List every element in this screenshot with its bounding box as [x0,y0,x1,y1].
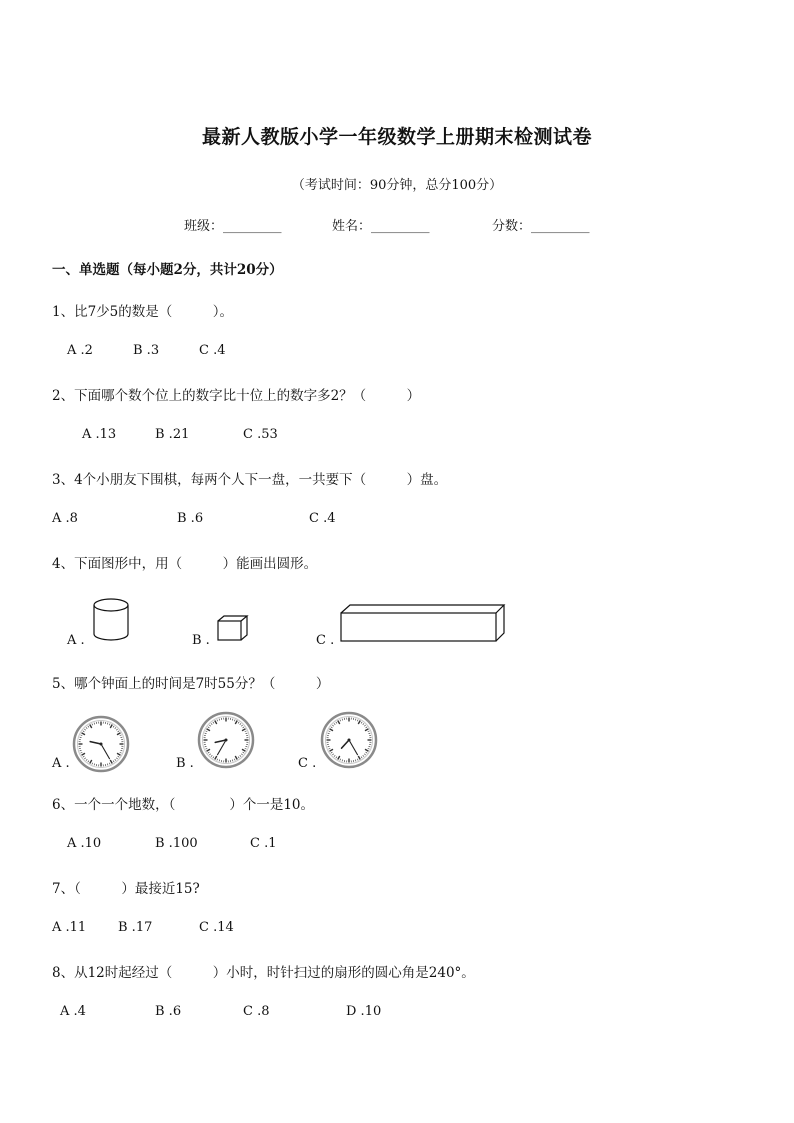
q2-option-a: A .13 [82,427,117,442]
q6-option-c: C .1 [250,836,277,851]
q3-option-a: A .8 [52,511,78,526]
cylinder-figure [90,597,132,643]
q8-option-d: D .10 [346,1004,382,1019]
q3-option-c: C .4 [309,511,336,526]
q1-option-a: A .2 [67,343,93,358]
question-5: 5、哪个钟面上的时间是7时55分？（ ） [52,676,330,692]
class-field: 班级：_________ [184,219,282,234]
q3-option-b: B .6 [177,511,204,526]
q5-option-b: B . [176,756,194,771]
question-4: 4、下面图形中，用（ ）能画出圆形。 [52,556,318,572]
clock-face-c [320,711,378,769]
question-1: 1、比7少5的数是（ ）。 [52,304,234,320]
question-2: 2、下面哪个数个位上的数字比十位上的数字多2？（ ） [52,388,421,404]
cuboid-figure [338,602,508,644]
q8-option-a: A .4 [60,1004,86,1019]
q2-option-c: C .53 [243,427,278,442]
q2-option-b: B .21 [155,427,190,442]
page-title: 最新人教版小学一年级数学上册期末检测试卷 [201,126,592,148]
question-3: 3、4个小朋友下围棋，每两个人下一盘，一共要下（ ）盘。 [52,472,448,488]
name-field: 姓名：_________ [332,219,430,234]
exam-subtitle: （考试时间：90分钟，总分100分） [291,178,503,193]
section-heading: 一、单选题（每小题2分，共计20分） [52,262,283,278]
q7-option-a: A .11 [52,920,87,935]
q7-option-c: C .14 [199,920,234,935]
clock-center [100,743,103,746]
q5-option-a: A . [52,756,70,771]
q4-option-a: A . [67,633,85,648]
clock-face-b [197,711,255,769]
question-8: 8、从12时起经过（ ）小时，时针扫过的扇形的圆心角是240°。 [52,965,475,981]
clock-center [348,739,351,742]
question-6: 6、一个一个地数，（ ）个一是10。 [52,797,315,813]
q4-option-c: C . [316,633,335,648]
q7-option-b: B .17 [118,920,153,935]
q6-option-b: B .100 [155,836,198,851]
q6-option-a: A .10 [67,836,102,851]
q1-option-c: C .4 [199,343,226,358]
score-field: 分数：_________ [492,219,590,234]
q8-option-b: B .6 [155,1004,182,1019]
q8-option-c: C .8 [243,1004,270,1019]
q1-option-b: B .3 [133,343,160,358]
clock-center [225,739,228,742]
cube-figure [216,614,250,642]
q4-option-b: B . [192,633,210,648]
question-7: 7、（ ）最接近15? [52,881,200,897]
q5-option-c: C . [298,756,317,771]
clock-face-a [72,715,130,773]
